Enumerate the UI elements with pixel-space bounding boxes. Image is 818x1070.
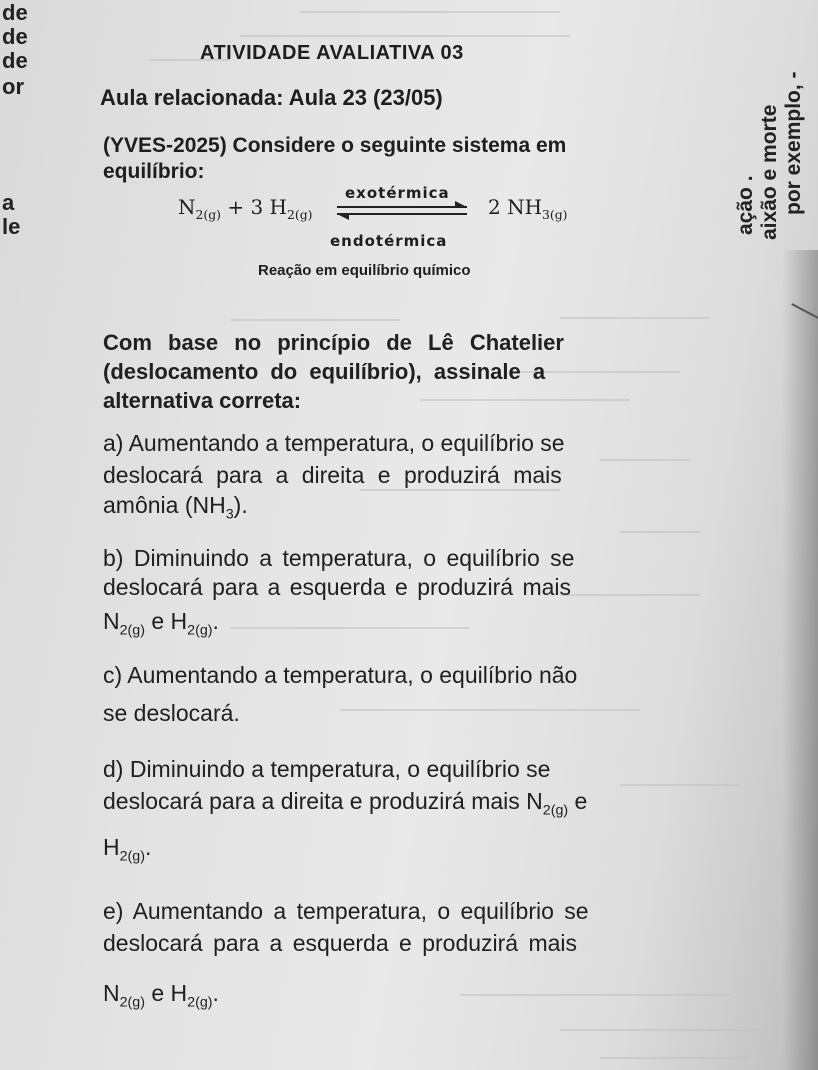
option-d: d) Diminuindo a temperatura, o equilíbrio se [103,756,551,782]
margin-fragment: le [2,214,21,239]
margin-fragment: a [2,190,15,215]
page-edge-shadow [782,250,818,1070]
question-prompt-cont: (deslocamento do equilíbrio), assinale a [103,359,546,384]
equilibrium-arrow [327,170,477,250]
reaction-reactants: $N_{2(g)} + 3$ $H_{2(g)}$ [178,195,313,222]
option-b-end: $N_{2(g)}$ e $H_{2(g)}$. [103,608,219,639]
reaction-caption: Reação em equilíbrio químico [258,262,471,279]
rotated-line: aixão e morte [758,104,781,240]
right-margin-rotated-text [734,0,818,250]
rotated-line: ação . [734,175,757,235]
option-d-end: $H_{2(g)}$. [103,834,152,865]
question-prompt: Com base no princípio de Lê Chatelier [103,330,564,355]
option-e: e) Aumentando a temperatura, o equilíbrio se [103,898,589,924]
option-e-end: $N_{2(g)}$ e $H_{2(g)}$. [103,980,219,1011]
option-c: c) Aumentando a temperatura, o equilíbrio não [103,662,578,688]
margin-fragment: de [2,48,28,73]
endothermic-label: endotérmica [330,232,448,250]
question-intro-cont: equilíbrio: [103,160,205,183]
option-b: b) Diminuindo a temperatura, o equilíbrio se [103,545,575,571]
exothermic-label: exotérmica [345,184,450,202]
page-title: ATIVIDADE AVALIATIVA 03 [200,42,464,64]
option-d-cont: deslocará para a direita e produzirá mais $N_{2(g)}$ e [103,788,588,819]
option-c-cont: se deslocará. [103,700,240,726]
margin-fragment: de [2,0,28,25]
lesson-reference: Aula relacionada: Aula 23 (23/05) [100,85,443,110]
rotated-line: por exemplo, - [782,71,805,215]
option-b-cont: deslocará para a esquerda e produzirá mais [103,574,572,600]
question-prompt-end: alternativa correta: [103,388,302,413]
option-e-cont: deslocará para a esquerda e produzirá mais [103,930,578,956]
reaction-product: 2 $NH_{3(g)}$ [488,195,568,222]
option-a-cont: deslocará para a direita e produzirá mais [103,462,562,488]
question-intro: (YVES-2025) Considere o seguinte sistema em [103,134,567,157]
option-a: a) Aumentando a temperatura, o equilíbrio se [103,430,565,456]
margin-fragment: de [2,24,28,49]
option-a-end: amônia $(NH_3)$. [103,492,248,523]
margin-fragment: or [2,74,24,99]
